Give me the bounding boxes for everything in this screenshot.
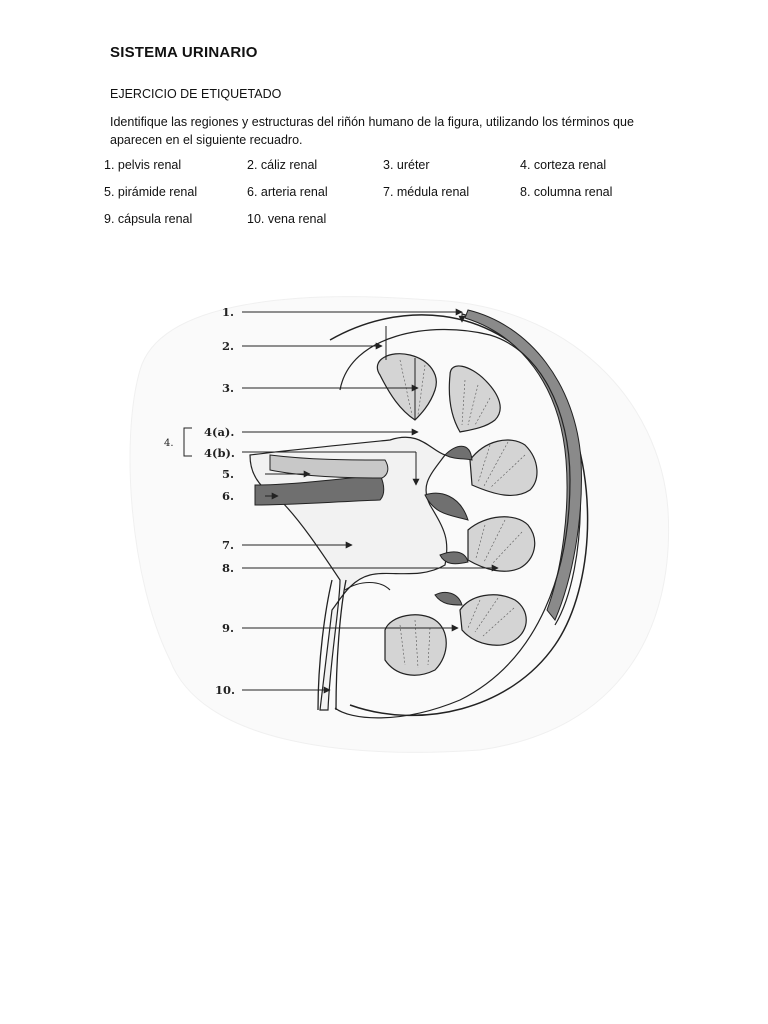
label-1: 1. (222, 305, 235, 319)
label-10: 10. (215, 683, 236, 697)
term-item: 9. cápsula renal (104, 212, 193, 226)
label-8: 8. (222, 561, 235, 575)
label-3: 3. (222, 381, 235, 395)
label-6: 6. (222, 489, 235, 503)
label-9: 9. (222, 621, 235, 635)
pyramid (468, 517, 535, 571)
term-item: 8. columna renal (520, 185, 613, 199)
label-5: 5. (222, 467, 235, 481)
pyramid (460, 595, 526, 645)
page-title: SISTEMA URINARIO (110, 44, 258, 61)
term-item: 7. médula renal (383, 185, 470, 199)
term-item: 6. arteria renal (247, 185, 328, 199)
label-7: 7. (222, 538, 235, 552)
term-item: 1. pelvis renal (104, 158, 182, 172)
term-item: 2. cáliz renal (247, 158, 318, 172)
term-item: 3. uréter (383, 158, 430, 172)
term-item: 10. vena renal (247, 212, 327, 226)
pyramid (385, 615, 446, 675)
term-item: 5. pirámide renal (104, 185, 198, 199)
term-item: 4. corteza renal (520, 158, 607, 172)
label-4: 4. (164, 438, 174, 449)
instructions-text: Identifique las regiones y estructuras del riñón humano de la figura, utilizando los términos que aparecen en el siguiente recuadro. (110, 115, 634, 147)
label-4a: 4(a). (204, 425, 235, 439)
exercise-subtitle: EJERCICIO DE ETIQUETADO (110, 87, 282, 101)
label-2: 2. (222, 339, 235, 353)
label-4b: 4(b). (204, 446, 235, 460)
kidney-diagram (100, 280, 680, 760)
